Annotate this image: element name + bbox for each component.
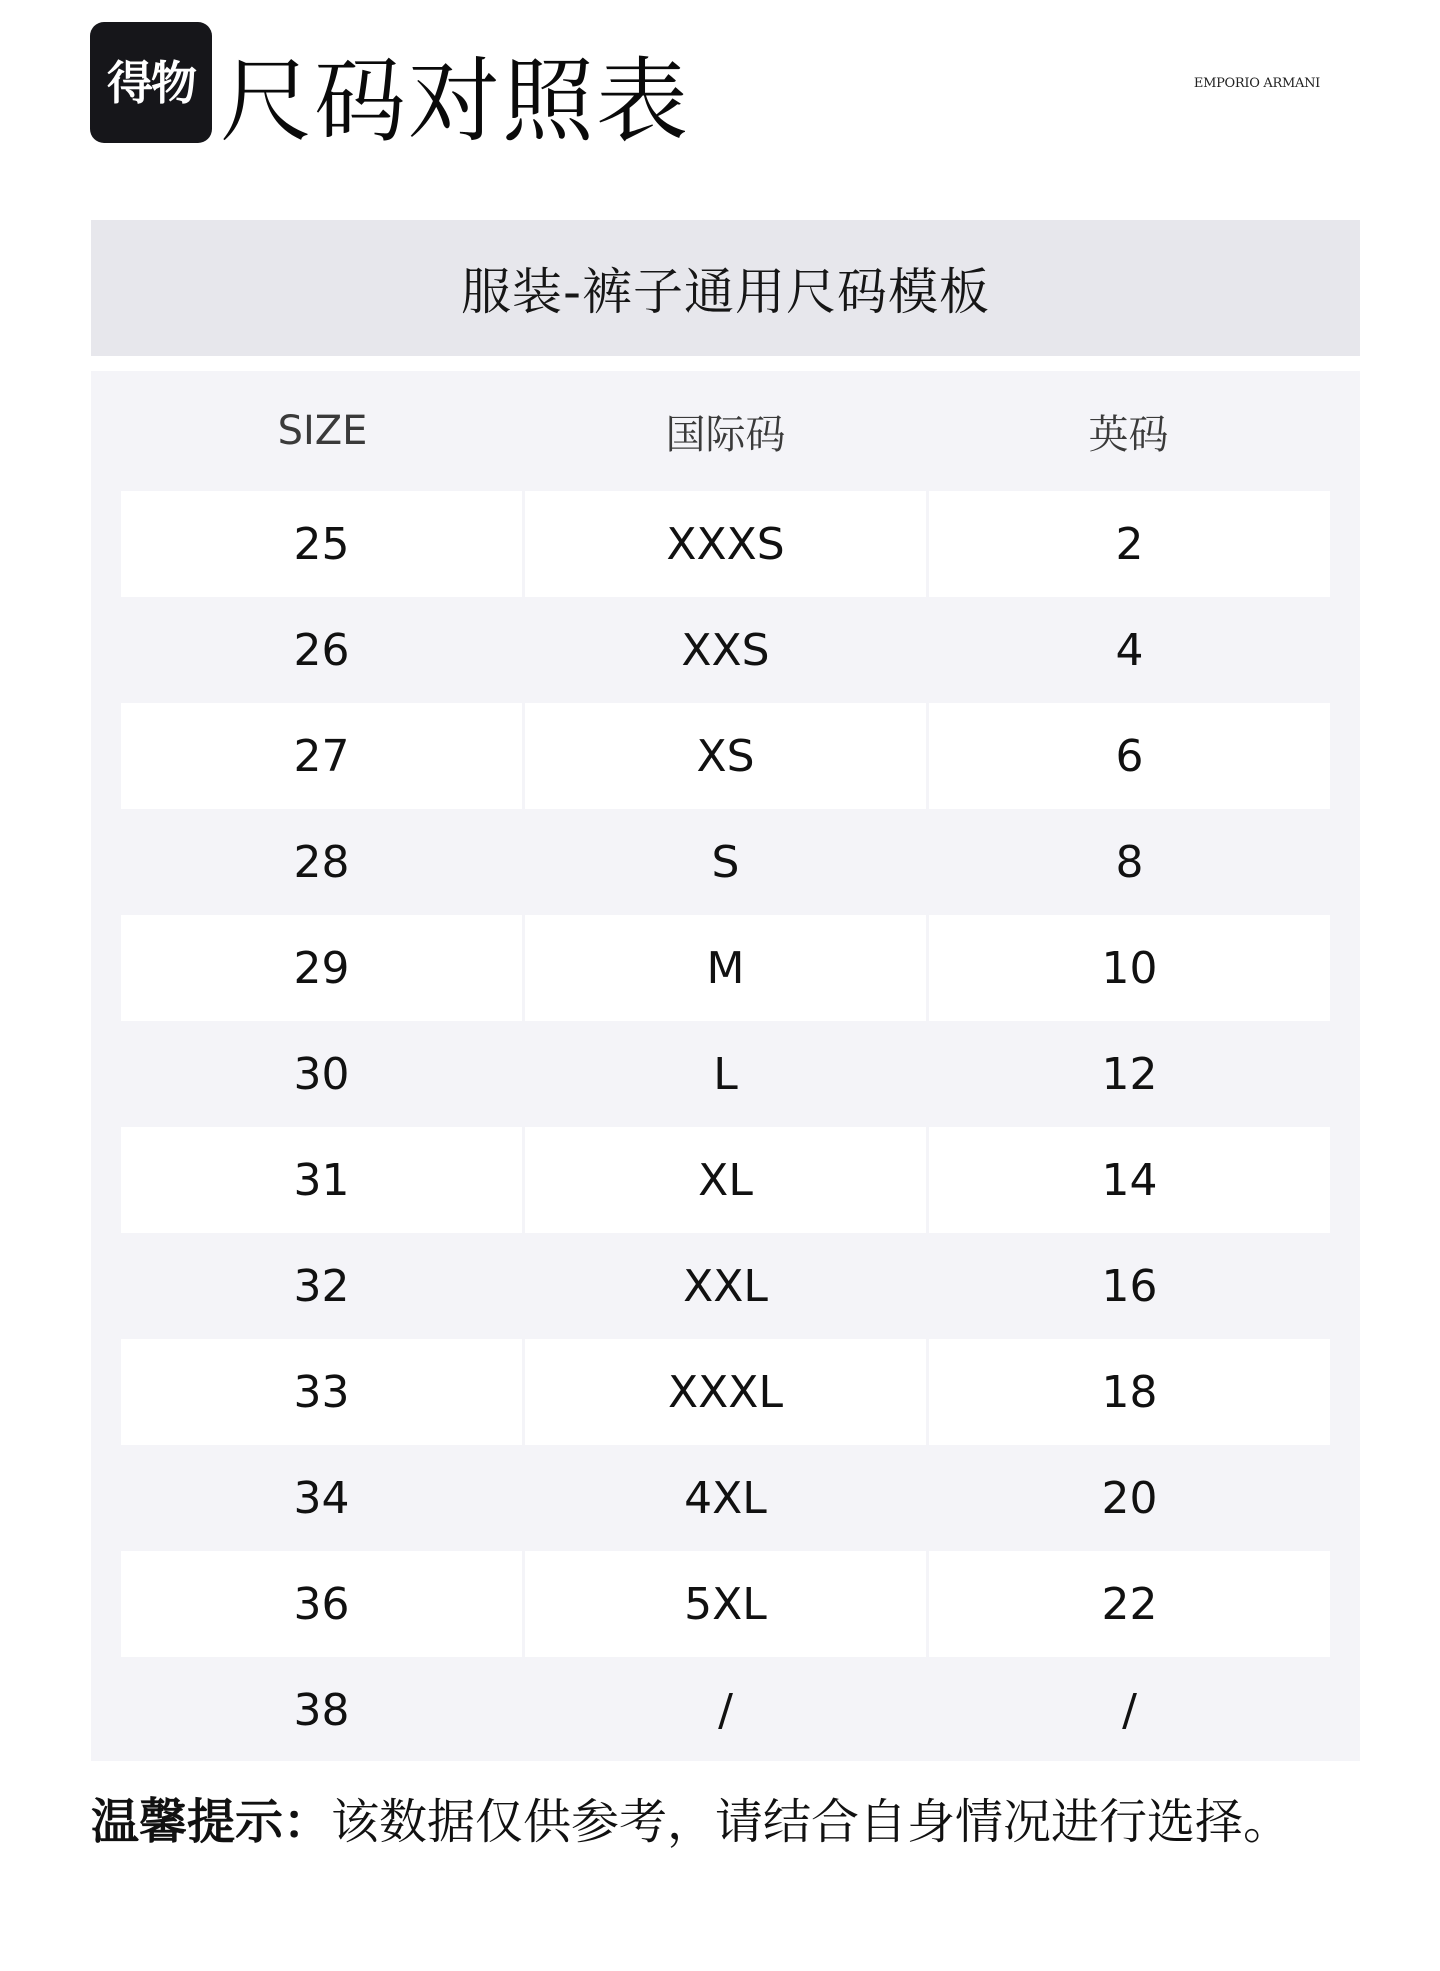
cell-uk: 8 bbox=[1115, 836, 1144, 888]
table-row bbox=[121, 703, 1330, 809]
cell-size: 26 bbox=[293, 624, 350, 676]
cell-international: 5XL bbox=[525, 1551, 926, 1657]
cell-size: 25 bbox=[121, 491, 522, 597]
cell-uk: 10 bbox=[929, 915, 1330, 1021]
cell-size: 32 bbox=[293, 1260, 350, 1312]
cell-size: 30 bbox=[293, 1048, 350, 1100]
cell-size: 38 bbox=[293, 1684, 350, 1736]
cell-international: XXS bbox=[681, 624, 770, 676]
page-header bbox=[90, 22, 1360, 172]
cell-size: 28 bbox=[293, 836, 350, 888]
size-table bbox=[91, 371, 1360, 1761]
cell-uk: 16 bbox=[1101, 1260, 1158, 1312]
table-row bbox=[121, 1339, 1330, 1445]
section-title: 服装-裤子通用尺码模板 bbox=[460, 263, 991, 321]
cell-uk: 14 bbox=[929, 1127, 1330, 1233]
cell-international: XL bbox=[525, 1127, 926, 1233]
cell-international: S bbox=[711, 836, 740, 888]
cell-size: 29 bbox=[121, 915, 522, 1021]
column-header-uk: 英码 bbox=[1088, 411, 1169, 458]
cell-size: 33 bbox=[121, 1339, 522, 1445]
section-banner bbox=[91, 220, 1360, 356]
cell-international: XXXS bbox=[525, 491, 926, 597]
page-title: 尺码对照表 bbox=[220, 48, 691, 155]
table-row bbox=[121, 1021, 1330, 1127]
cell-uk: 4 bbox=[1115, 624, 1144, 676]
cell-international: XXL bbox=[683, 1260, 768, 1312]
column-header-size: SIZE bbox=[277, 408, 368, 454]
cell-international: M bbox=[525, 915, 926, 1021]
cell-international: XXXL bbox=[525, 1339, 926, 1445]
cell-uk: 2 bbox=[929, 491, 1330, 597]
table-row bbox=[121, 491, 1330, 597]
dewu-logo bbox=[90, 22, 212, 143]
table-row bbox=[121, 1127, 1330, 1233]
cell-uk: 6 bbox=[929, 703, 1330, 809]
table-header bbox=[121, 371, 1330, 491]
cell-size: 36 bbox=[121, 1551, 522, 1657]
cell-size: 27 bbox=[121, 703, 522, 809]
table-row bbox=[121, 809, 1330, 915]
cell-international: / bbox=[718, 1684, 733, 1736]
cell-international: L bbox=[713, 1048, 738, 1100]
table-row bbox=[121, 915, 1330, 1021]
tip-text: 该数据仅供参考，请结合自身情况进行选择。 bbox=[331, 1794, 1292, 1850]
cell-size: 34 bbox=[293, 1472, 350, 1524]
cell-uk: 12 bbox=[1101, 1048, 1158, 1100]
cell-international: XS bbox=[525, 703, 926, 809]
table-row bbox=[121, 1657, 1330, 1763]
cell-uk: 20 bbox=[1101, 1472, 1158, 1524]
logo-text: 得物 bbox=[107, 55, 195, 110]
table-row bbox=[121, 597, 1330, 703]
table-row bbox=[121, 1233, 1330, 1339]
tip-label: 温馨提示： bbox=[91, 1794, 332, 1850]
brand-text: EMPORIO ARMANI bbox=[1193, 76, 1320, 91]
cell-uk: 18 bbox=[929, 1339, 1330, 1445]
brand-logo bbox=[1194, 76, 1320, 91]
cell-uk: / bbox=[1122, 1684, 1137, 1736]
cell-uk: 22 bbox=[929, 1551, 1330, 1657]
table-row bbox=[121, 1551, 1330, 1657]
table-row bbox=[121, 1445, 1330, 1551]
tip-note bbox=[91, 1783, 1291, 1852]
table-body bbox=[121, 491, 1330, 1763]
column-header-international: 国际码 bbox=[665, 411, 786, 458]
cell-international: 4XL bbox=[684, 1472, 767, 1524]
cell-size: 31 bbox=[121, 1127, 522, 1233]
